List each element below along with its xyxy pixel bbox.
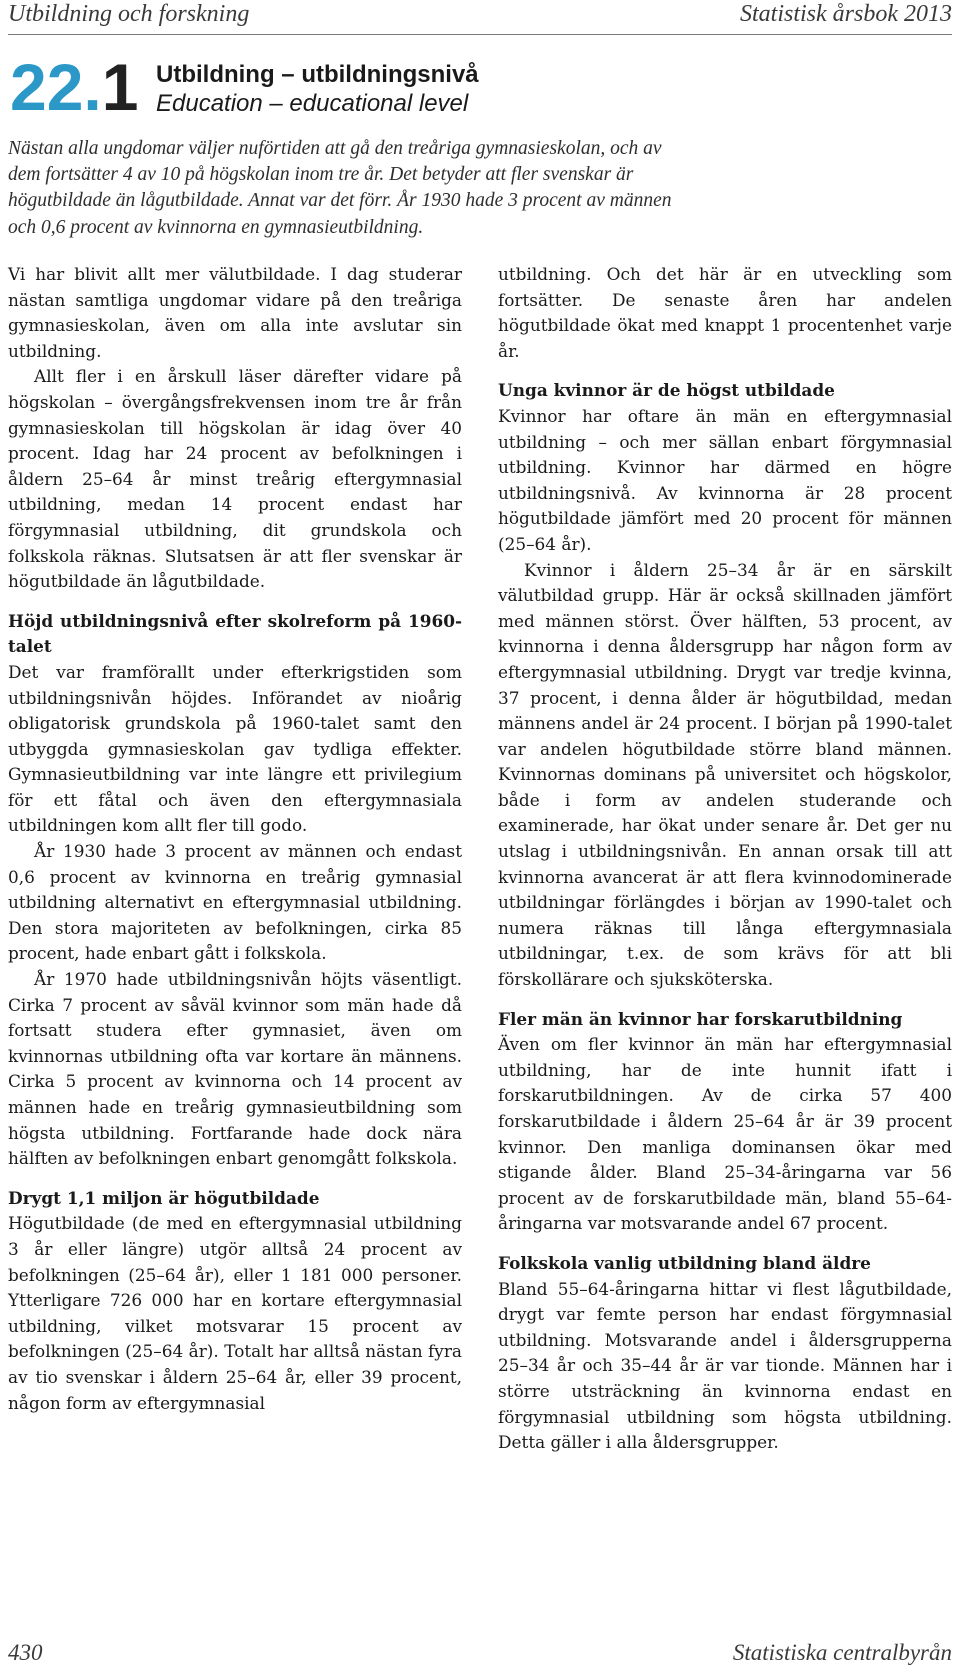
- paragraph: Vi har blivit allt mer välutbildade. I dag studerar nästan samtliga ungdomar vidare på den treåriga gymnasieskolan, även om alla inte avslutar sin utbildning.: [8, 264, 462, 361]
- section-heading: Höjd utbildningsnivå efter skolreform på 1960-talet: [8, 610, 462, 657]
- section-heading: Folkskola vanlig utbildning bland äldre: [498, 1252, 871, 1273]
- chapter-number-minor: 1: [101, 50, 139, 124]
- paragraph: Kvinnor i åldern 25–34 år är en särskilt välutbildad grupp. Här är också skillnaden jämfört med männen störst. Över hälften, 53 procent, av kvinnorna i denna åldersgrupp har någon form av eftergymnasial utbildning. Drygt var tredje kvinna, 37 procent, i denna ålder är högutbildad, medan männens andel är 24 procent. I början på 1990-talet var andelen högutbildade större bland männen. Kvinnornas dominans på universitet och högskolor, både i form av andelen studerande och examinerade, har ökat under senare år. Det ger nu utslag i utbildningsnivån. En annan orsak till att kvinnorna avancerat är att flera kvinnodominerade utbildningar förlängdes i början av 1990-talet och numera räknas till långa eftergymnasiala utbildningar, t.ex. de som krävs för att bli förskollärare och sjuksköterska.: [498, 559, 952, 990]
- publisher-name: Statistiska centralbyrån: [732, 1640, 952, 1665]
- chapter-number-major: 22.: [10, 50, 102, 124]
- section-heading: Drygt 1,1 miljon är högutbildade: [8, 1187, 320, 1208]
- section-title: Utbildning och forskning: [8, 1, 250, 27]
- running-head: [8, 0, 952, 35]
- chapter-title-swedish: Utbildning – utbildningsnivå: [156, 61, 479, 88]
- paragraph: År 1970 hade utbildningsnivån höjts väsentligt. Cirka 7 procent av såväl kvinnor som män hade då fortsatt studera efter gymnasiet, även om kvinnornas utbildning ofta var kortare än männens. Cirka 5 procent av kvinnorna och 14 procent av männen hade en treårig gymnasieutbildning som högsta utbildning. Fortfarande hade dock nära hälften av befolkningen enbart genomgått folkskola.: [8, 969, 462, 1169]
- publication-title: Statistisk årsbok 2013: [739, 1, 952, 27]
- left-column: [8, 262, 462, 1416]
- page-number: 430: [8, 1640, 43, 1665]
- right-column: [498, 262, 952, 1456]
- chapter-title-english: Education – educational level: [156, 90, 469, 117]
- paragraph: Kvinnor har oftare än män en eftergymnasial utbildning – och mer sällan enbart förgymnasial utbildning. Kvinnor har därmed en högre utbildningsnivå. Av kvinnorna är 28 procent högutbildade jämfört med 20 procent för männen (25–64 år).: [498, 405, 952, 554]
- intro-paragraph: Nästan alla ungdomar väljer nuförtiden att gå den treåriga gymnasieskolan, och av dem fortsätter 4 av 10 på högskolan inom tre år. Det betyder att fler svenskar är högutbildade än lågutbildade. Annat var det förr. År 1930 hade 3 procent av männen och 0,6 procent av kvinnorna en gymnasieutbildning.: [8, 138, 672, 238]
- paragraph: Bland 55–64-åringarna hittar vi flest lågutbildade, drygt var femte person har endast förgymnasial utbildning. Motsvarande andel i åldersgrupperna 25–34 år och 35–44 år är var tionde. Männen har i större utsträckning än kvinnorna endast en förgymnasial utbildning som högsta utbildning. Detta gäller i alla åldersgrupper.: [498, 1278, 952, 1453]
- section-heading: Fler män än kvinnor har forskarutbildning: [498, 1008, 903, 1029]
- paragraph: utbildning. Och det här är en utveckling som fortsätter. De senaste åren har andelen högutbildade ökat med knappt 1 procentenhet varje år.: [498, 264, 952, 361]
- chapter-number: [10, 52, 138, 122]
- page-footer: [8, 1640, 952, 1670]
- paragraph: År 1930 hade 3 procent av männen och endast 0,6 procent av kvinnorna en treårig gymnasial utbildning alternativt en eftergymnasial utbildning. Den stora majoriteten av befolkningen, cirka 85 procent, hade enbart gått i folkskola.: [8, 841, 462, 964]
- paragraph: Det var framförallt under efterkrigstiden som utbildningsnivån höjdes. Införandet av nioårig obligatorisk grundskola på 1960-talet samt den utbyggda gymnasieskolan gav tydliga effekter. Gymnasieutbildning var inte längre ett privilegium för ett fåtal och även den eftergymnasiala utbildningen kom allt fler till godo.: [8, 661, 462, 836]
- paragraph: Allt fler i en årskull läser därefter vidare på högskolan – övergångsfrekvensen inom tre år från gymnasieskolan till högskolan är idag över 40 procent. Idag har 24 procent av befolkningen i åldern 25–64 år minst treårig eftergymnasial utbildning, medan 14 procent endast har förgymnasial utbildning, dit grundskola och folkskola räknas. Slutsatsen är att fler svenskar är högutbildade än lågutbildade.: [8, 366, 462, 592]
- chapter-title: [156, 60, 479, 118]
- paragraph: Högutbildade (de med en eftergymnasial utbildning 3 år eller längre) utgör alltså 24 procent av befolkningen (25–64 år), eller 1 181 000 personer. Ytterligare 726 000 har en kortare eftergymnasial utbildning, vilket motsvarar 15 procent av befolkningen (25–64 år). Totalt har alltså nästan fyra av tio svenskar i åldern 25–64 år, eller 39 procent, någon form av eftergymnasial: [8, 1213, 462, 1413]
- section-heading: Unga kvinnor är de högst utbildade: [498, 380, 835, 401]
- paragraph: Även om fler kvinnor än män har eftergymnasial utbildning, har de inte hunnit ifatt i forskarutbildningen. Av de cirka 57 400 forskarutbildade i åldern 25–64 år är 39 procent kvinnor. Den manliga dominansen ökar med stigande ålder. Bland 25–34-åringarna var 56 procent av de forskarutbildade män, bland 55–64-åringarna var motsvarande andel 67 procent.: [498, 1034, 952, 1234]
